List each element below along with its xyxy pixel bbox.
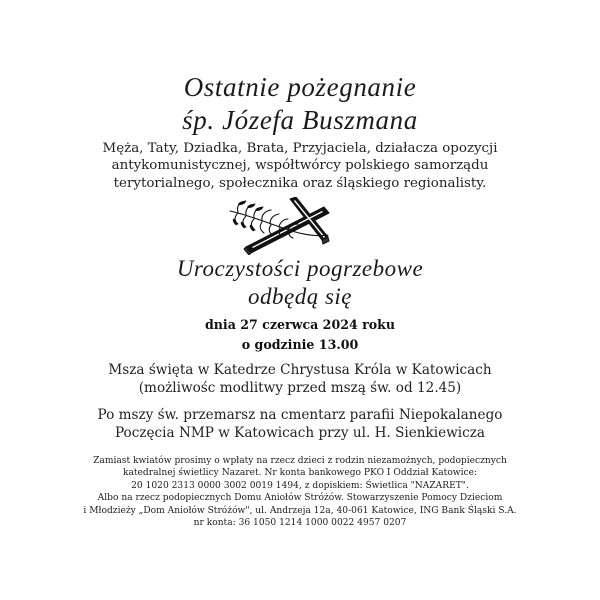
ceremony-heading-continued: odbędą się [247, 284, 352, 309]
mass-line: (możliwośc modlitwy przed mszą św. od 12.45) [138, 379, 462, 396]
mass-info [0, 362, 600, 397]
donation-line: Albo na rzecz podopiecznych Domu Aniołów Stróżów. Stowarzyszenie Pomocy Dzieciom [97, 493, 503, 504]
procession-line: Po mszy św. przemarsz na cmentarz parafii Niepokalanego [97, 407, 503, 423]
donation-line: 20 1020 2313 0000 3002 0019 1494, z dopiskiem: Świetlica "NAZARET". [131, 480, 469, 491]
donation-line: Zamiast kwiatów prosimy o wpłaty na rzecz dzieci z rodzin niezamożnych, podopiecznych [93, 456, 507, 466]
deceased-description [0, 140, 600, 192]
description-line: antykomunistycznej, współtwórcy polskiego samorządu [111, 158, 489, 174]
mass-line: Msza święta w Katedrze Chrystusa Króla w Katowicach [108, 362, 492, 378]
ceremony-hour: o godzinie 13.00 [241, 337, 359, 352]
procession-line: Poczęcia NMP w Katowicach przy ul. H. Sienkiewicza [114, 424, 486, 441]
donation-note [0, 455, 600, 529]
title-farewell: Ostatnie pożegnanie [183, 72, 417, 102]
description-line: terytorialnego, społecznika oraz śląskiego regionalisty. [113, 175, 487, 191]
title-deceased-name: śp. Józefa Buszmana [182, 105, 418, 135]
donation-line: katedralnej świetlicy Nazaret. Nr konta bankowego PKO I Oddział Katowice: [122, 468, 478, 479]
ceremony-date: dnia 27 czerwca 2024 roku [204, 317, 396, 332]
donation-line: i Młodzieży „Dom Aniołów Stróżów", ul. Andrzeja 12a, 40-061 Katowice, ING Bank Śląski S.A. [83, 505, 517, 516]
description-line: Męża, Taty, Dziadka, Brata, Przyjaciela, działacza opozycji [102, 141, 498, 156]
procession-info [0, 407, 600, 442]
ceremony-heading: Uroczystości pogrzebowe [176, 256, 424, 281]
donation-line: nr konta: 36 1050 1214 1000 0022 4957 0207 [193, 518, 407, 529]
cross-with-palm-branch-icon [228, 197, 346, 255]
